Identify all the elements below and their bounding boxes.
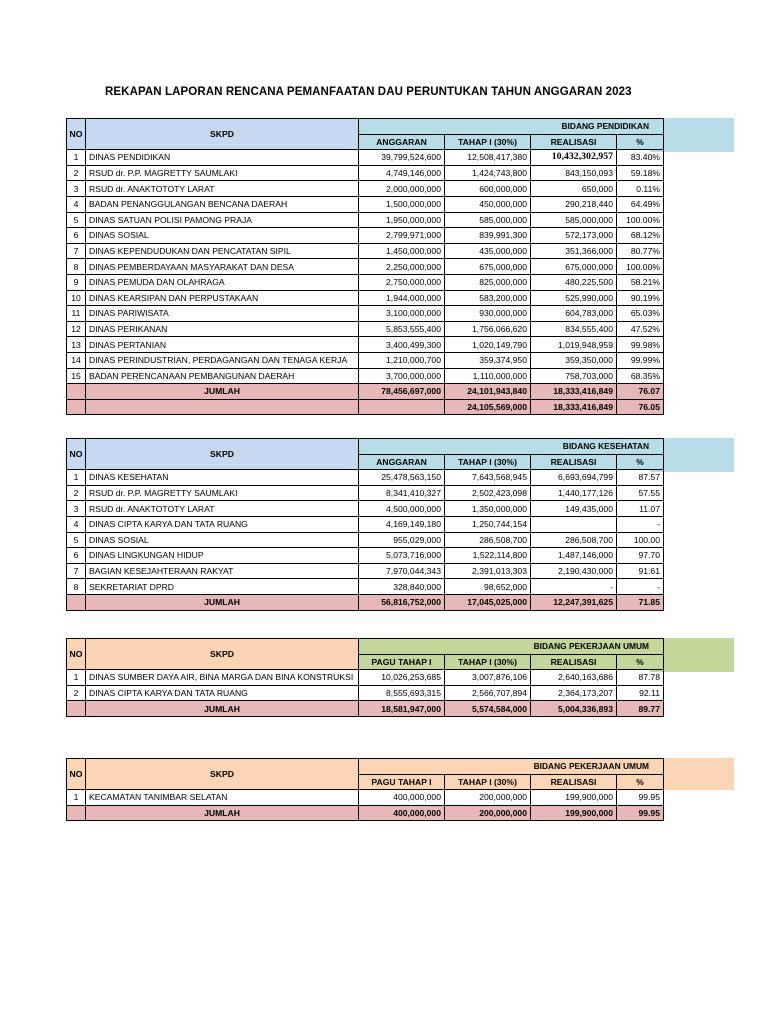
row-pct: 100.00% xyxy=(617,212,664,228)
row-pct: 97.70 xyxy=(617,548,664,564)
row-realisasi: 2,640,163,686 xyxy=(531,670,617,686)
row-tahap: 7,643,568,945 xyxy=(445,470,531,486)
row-tahap: 1,424,743,800 xyxy=(445,165,531,181)
row-skpd: BAGIAN KESEJAHTERAAN RAKYAT xyxy=(86,563,359,579)
col-skpd: SKPD xyxy=(86,759,359,790)
row-realisasi: 286,508,700 xyxy=(531,532,617,548)
row-pct: 83.40% xyxy=(617,150,664,166)
table-row xyxy=(67,243,664,259)
row-tahap: 435,000,000 xyxy=(445,243,531,259)
row-tahap: 1,250,744,154 xyxy=(445,516,531,532)
row-pct: 100.00% xyxy=(617,259,664,275)
row-realisasi: 199,900,000 xyxy=(531,790,617,806)
row-skpd: KECAMATAN TANIMBAR SELATAN xyxy=(86,790,359,806)
row-tahap: 1,522,114,800 xyxy=(445,548,531,564)
row-skpd: RSUD dr. P.P. MAGRETTY SAUMLAKI xyxy=(86,165,359,181)
total-row xyxy=(67,384,664,400)
bidang-title: BIDANG PENDIDIKAN xyxy=(359,119,664,135)
row-skpd: DINAS SOSIAL xyxy=(86,228,359,244)
table-row xyxy=(67,150,664,166)
jumlah-label: JUMLAH xyxy=(86,594,359,610)
row-tahap: 286,508,700 xyxy=(445,532,531,548)
table-row xyxy=(67,368,664,384)
row-no: 15 xyxy=(67,368,86,384)
row-no: 11 xyxy=(67,306,86,322)
total-realisasi: 199,900,000 xyxy=(531,805,617,821)
row-no: 10 xyxy=(67,290,86,306)
row-realisasi: 650,000 xyxy=(531,181,617,197)
row-pct: 59.18% xyxy=(617,165,664,181)
table-kesehatan xyxy=(66,438,664,611)
row-realisasi: 480,225,500 xyxy=(531,274,617,290)
row-pct: 68.12% xyxy=(617,228,664,244)
total-realisasi: 5,004,336,893 xyxy=(531,701,617,717)
row-realisasi: 2,190,430,000 xyxy=(531,563,617,579)
col-skpd: SKPD xyxy=(86,119,359,150)
table-row xyxy=(67,790,664,806)
col-anggaran: ANGGARAN xyxy=(359,134,445,150)
row-tahap: 1,110,000,000 xyxy=(445,368,531,384)
row-skpd: DINAS SATUAN POLISI PAMONG PRAJA xyxy=(86,212,359,228)
table-row xyxy=(67,685,664,701)
col-realisasi: REALISASI xyxy=(531,774,617,790)
row-tahap: 930,000,000 xyxy=(445,306,531,322)
row-skpd: BADAN PENANGGULANGAN BENCANA DAERAH xyxy=(86,196,359,212)
table-row xyxy=(67,290,664,306)
table-row xyxy=(67,563,664,579)
row-anggaran: 3,700,000,000 xyxy=(359,368,445,384)
row-realisasi: 758,703,000 xyxy=(531,368,617,384)
row-tahap: 98,652,000 xyxy=(445,579,531,595)
table-row xyxy=(67,306,664,322)
row-tahap: 825,000,000 xyxy=(445,274,531,290)
row-pct: 99.95 xyxy=(617,790,664,806)
row-skpd: DINAS PERIKANAN xyxy=(86,321,359,337)
row-realisasi xyxy=(531,516,617,532)
row-realisasi: 585,000,000 xyxy=(531,212,617,228)
row-anggaran: 328,840,000 xyxy=(359,579,445,595)
row-realisasi: 1,019,948,959 xyxy=(531,337,617,353)
total-row xyxy=(67,805,664,821)
table-row xyxy=(67,516,664,532)
total-pct: 76.07 xyxy=(617,384,664,400)
row-skpd: RSUD dr. ANAKTOTOTY LARAT xyxy=(86,501,359,517)
row-no: 1 xyxy=(67,150,86,166)
col-tahap: TAHAP I (30%) xyxy=(445,654,531,670)
table-row xyxy=(67,196,664,212)
col-tahap: TAHAP I (30%) xyxy=(445,774,531,790)
total-tahap: 17,045,025,000 xyxy=(445,594,531,610)
row-skpd: DINAS PARIWISATA xyxy=(86,306,359,322)
table-row xyxy=(67,501,664,517)
row-no: 13 xyxy=(67,337,86,353)
row-realisasi: 1,440,177,126 xyxy=(531,485,617,501)
total2-pct: 76.05 xyxy=(617,399,664,415)
row-skpd: DINAS PEMBERDAYAAN MASYARAKAT DAN DESA xyxy=(86,259,359,275)
row-no: 4 xyxy=(67,516,86,532)
table-row xyxy=(67,470,664,486)
table-pekerjaan-umum xyxy=(66,638,664,717)
table-kecamatan xyxy=(66,758,664,821)
row-skpd: SEKRETARIAT DPRD xyxy=(86,579,359,595)
row-anggaran: 400,000,000 xyxy=(359,790,445,806)
row-tahap: 359,374,950 xyxy=(445,352,531,368)
report-title: REKAPAN LAPORAN RENCANA PEMANFAATAN DAU PERUNTUKAN TAHUN ANGGARAN 2023 xyxy=(105,86,632,98)
row-no: 2 xyxy=(67,485,86,501)
row-no: 5 xyxy=(67,212,86,228)
row-pct: 65.03% xyxy=(617,306,664,322)
row-tahap: 200,000,000 xyxy=(445,790,531,806)
col-no: NO xyxy=(67,439,86,470)
row-pct: 91.61 xyxy=(617,563,664,579)
row-realisasi: 149,435,000 xyxy=(531,501,617,517)
row-pct: 47.52% xyxy=(617,321,664,337)
row-no: 3 xyxy=(67,501,86,517)
table-row xyxy=(67,259,664,275)
col-tahap: TAHAP I (30%) xyxy=(445,134,531,150)
row-anggaran: 3,100,000,000 xyxy=(359,306,445,322)
row-skpd: DINAS SUMBER DAYA AIR, BINA MARGA DAN BINA KONSTRUKSI xyxy=(86,670,359,686)
row-anggaran: 7,970,044,343 xyxy=(359,563,445,579)
row-tahap: 583,200,000 xyxy=(445,290,531,306)
row-realisasi: 290,218,440 xyxy=(531,196,617,212)
row-no: 5 xyxy=(67,532,86,548)
total-row-2 xyxy=(67,399,664,415)
row-realisasi: 572,173,000 xyxy=(531,228,617,244)
col-anggaran: PAGU TAHAP I xyxy=(359,654,445,670)
row-no: 7 xyxy=(67,243,86,259)
row-skpd: DINAS PERINDUSTRIAN, PERDAGANGAN DAN TENAGA KERJA xyxy=(86,352,359,368)
total-realisasi: 18,333,416,849 xyxy=(531,384,617,400)
row-anggaran: 2,750,000,000 xyxy=(359,274,445,290)
row-tahap: 450,000,000 xyxy=(445,196,531,212)
row-tahap: 2,391,013,303 xyxy=(445,563,531,579)
col-anggaran: ANGGARAN xyxy=(359,454,445,470)
col-realisasi: REALISASI xyxy=(531,654,617,670)
row-tahap: 12,508,417,380 xyxy=(445,150,531,166)
row-no: 2 xyxy=(67,165,86,181)
row-no: 6 xyxy=(67,548,86,564)
row-tahap: 1,020,149,790 xyxy=(445,337,531,353)
bidang-title: BIDANG PEKERJAAN UMUM xyxy=(359,639,664,655)
row-anggaran: 955,029,000 xyxy=(359,532,445,548)
row-skpd: DINAS PENDIDIKAN xyxy=(86,150,359,166)
row-skpd: DINAS KEARSIPAN DAN PERPUSTAKAAN xyxy=(86,290,359,306)
row-no: 8 xyxy=(67,579,86,595)
row-realisasi: 525,990,000 xyxy=(531,290,617,306)
row-no: 3 xyxy=(67,181,86,197)
total-pct: 99.95 xyxy=(617,805,664,821)
row-tahap: 2,502,423,098 xyxy=(445,485,531,501)
col-pct: % xyxy=(617,454,664,470)
row-realisasi: 2,364,173,207 xyxy=(531,685,617,701)
row-anggaran: 8,341,410,327 xyxy=(359,485,445,501)
row-realisasi: - xyxy=(531,579,617,595)
row-skpd: BADAN PERENCANAAN PEMBANGUNAN DAERAH xyxy=(86,368,359,384)
row-no: 14 xyxy=(67,352,86,368)
row-no: 7 xyxy=(67,563,86,579)
table-row xyxy=(67,548,664,564)
row-tahap: 600,000,000 xyxy=(445,181,531,197)
row-anggaran: 4,500,000,000 xyxy=(359,501,445,517)
jumlah-label: JUMLAH xyxy=(86,701,359,717)
row-pct: 68.35% xyxy=(617,368,664,384)
row-skpd: RSUD dr. P.P. MAGRETTY SAUMLAKI xyxy=(86,485,359,501)
col-realisasi: REALISASI xyxy=(531,454,617,470)
col-skpd: SKPD xyxy=(86,439,359,470)
row-tahap: 839,991,300 xyxy=(445,228,531,244)
total-tahap: 5,574,584,000 xyxy=(445,701,531,717)
row-no: 12 xyxy=(67,321,86,337)
total-pct: 71.85 xyxy=(617,594,664,610)
col-realisasi: REALISASI xyxy=(531,134,617,150)
row-skpd: DINAS LINGKUNGAN HIDUP xyxy=(86,548,359,564)
row-realisasi: 10,432,302,957 xyxy=(531,150,617,166)
table-row xyxy=(67,165,664,181)
row-anggaran: 1,950,000,000 xyxy=(359,212,445,228)
col-no: NO xyxy=(67,639,86,670)
row-anggaran: 1,500,000,000 xyxy=(359,196,445,212)
bidang-title: BIDANG KESEHATAN xyxy=(359,439,664,455)
row-skpd: RSUD dr. ANAKTOTOTY LARAT xyxy=(86,181,359,197)
row-anggaran: 4,749,146,000 xyxy=(359,165,445,181)
row-pct: 87.78 xyxy=(617,670,664,686)
row-pct: 92.11 xyxy=(617,685,664,701)
row-pct: 99.99% xyxy=(617,352,664,368)
row-realisasi: 843,150,093 xyxy=(531,165,617,181)
row-skpd: DINAS CIPTA KARYA DAN TATA RUANG xyxy=(86,516,359,532)
row-anggaran: 2,000,000,000 xyxy=(359,181,445,197)
total-row xyxy=(67,594,664,610)
row-anggaran: 1,944,000,000 xyxy=(359,290,445,306)
col-no: NO xyxy=(67,759,86,790)
row-no: 4 xyxy=(67,196,86,212)
table-row xyxy=(67,579,664,595)
total-pct: 89.77 xyxy=(617,701,664,717)
row-realisasi: 675,000,000 xyxy=(531,259,617,275)
row-tahap: 3,007,876,106 xyxy=(445,670,531,686)
col-pct: % xyxy=(617,654,664,670)
table-row xyxy=(67,228,664,244)
row-anggaran: 4,169,149,180 xyxy=(359,516,445,532)
total2-tahap: 24,105,569,000 xyxy=(445,399,531,415)
row-pct: 58.21% xyxy=(617,274,664,290)
row-anggaran: 1,210,000,700 xyxy=(359,352,445,368)
total2-realisasi: 18,333,416,849 xyxy=(531,399,617,415)
row-pct: 87.57 xyxy=(617,470,664,486)
row-realisasi: 1,487,146,000 xyxy=(531,548,617,564)
row-tahap: 1,756,066,620 xyxy=(445,321,531,337)
table-row xyxy=(67,337,664,353)
row-tahap: 2,566,707,894 xyxy=(445,685,531,701)
table-row xyxy=(67,212,664,228)
row-pct: 90.19% xyxy=(617,290,664,306)
row-anggaran: 2,250,000,000 xyxy=(359,259,445,275)
row-anggaran: 5,853,555,400 xyxy=(359,321,445,337)
row-skpd: DINAS PEMUDA DAN OLAHRAGA xyxy=(86,274,359,290)
row-anggaran: 10,026,253,685 xyxy=(359,670,445,686)
total-realisasi: 12,247,391,625 xyxy=(531,594,617,610)
row-skpd: DINAS KESEHATAN xyxy=(86,470,359,486)
table-row xyxy=(67,670,664,686)
total-anggaran: 18,581,947,000 xyxy=(359,701,445,717)
row-realisasi: 834,555,400 xyxy=(531,321,617,337)
row-pct: - xyxy=(617,579,664,595)
total-row xyxy=(67,701,664,717)
row-no: 9 xyxy=(67,274,86,290)
row-skpd: DINAS KEPENDUDUKAN DAN PENCATATAN SIPIL xyxy=(86,243,359,259)
row-no: 2 xyxy=(67,685,86,701)
row-pct: 57.55 xyxy=(617,485,664,501)
col-anggaran: PAGU TAHAP I xyxy=(359,774,445,790)
row-no: 8 xyxy=(67,259,86,275)
row-anggaran: 1,450,000,000 xyxy=(359,243,445,259)
row-realisasi: 351,366,000 xyxy=(531,243,617,259)
row-pct: 64.49% xyxy=(617,196,664,212)
row-pct: 80.77% xyxy=(617,243,664,259)
col-skpd: SKPD xyxy=(86,639,359,670)
row-no: 1 xyxy=(67,670,86,686)
row-pct: 11.07 xyxy=(617,501,664,517)
row-pct: 100.00 xyxy=(617,532,664,548)
table-row xyxy=(67,532,664,548)
jumlah-label: JUMLAH xyxy=(86,384,359,400)
row-skpd: DINAS CIPTA KARYA DAN TATA RUANG xyxy=(86,685,359,701)
bidang-title: BIDANG PEKERJAAN UMUM xyxy=(359,759,664,775)
row-pct: 0.11% xyxy=(617,181,664,197)
row-pct: - xyxy=(617,516,664,532)
row-anggaran: 8,555,693,315 xyxy=(359,685,445,701)
table-row xyxy=(67,181,664,197)
total-anggaran: 78,456,697,000 xyxy=(359,384,445,400)
total-tahap: 24,101,943,840 xyxy=(445,384,531,400)
row-anggaran: 2,799,971,000 xyxy=(359,228,445,244)
col-pct: % xyxy=(617,774,664,790)
table-pendidikan xyxy=(66,118,664,415)
row-skpd: DINAS SOSIAL xyxy=(86,532,359,548)
row-tahap: 585,000,000 xyxy=(445,212,531,228)
row-no: 1 xyxy=(67,470,86,486)
table-row xyxy=(67,274,664,290)
col-pct: % xyxy=(617,134,664,150)
total-anggaran: 56,816,752,000 xyxy=(359,594,445,610)
row-anggaran: 3,400,499,300 xyxy=(359,337,445,353)
col-tahap: TAHAP I (30%) xyxy=(445,454,531,470)
row-no: 6 xyxy=(67,228,86,244)
row-anggaran: 25,478,563,150 xyxy=(359,470,445,486)
row-skpd: DINAS PERTANIAN xyxy=(86,337,359,353)
table-row xyxy=(67,321,664,337)
row-pct: 99.98% xyxy=(617,337,664,353)
total-anggaran: 400,000,000 xyxy=(359,805,445,821)
row-realisasi: 359,350,000 xyxy=(531,352,617,368)
table-row xyxy=(67,485,664,501)
row-realisasi: 6,693,694,799 xyxy=(531,470,617,486)
row-anggaran: 39,799,524,600 xyxy=(359,150,445,166)
table-row xyxy=(67,352,664,368)
row-anggaran: 5,073,716,000 xyxy=(359,548,445,564)
row-realisasi: 604,783,000 xyxy=(531,306,617,322)
jumlah-label: JUMLAH xyxy=(86,805,359,821)
total-tahap: 200,000,000 xyxy=(445,805,531,821)
row-no: 1 xyxy=(67,790,86,806)
col-no: NO xyxy=(67,119,86,150)
row-tahap: 1,350,000,000 xyxy=(445,501,531,517)
row-tahap: 675,000,000 xyxy=(445,259,531,275)
